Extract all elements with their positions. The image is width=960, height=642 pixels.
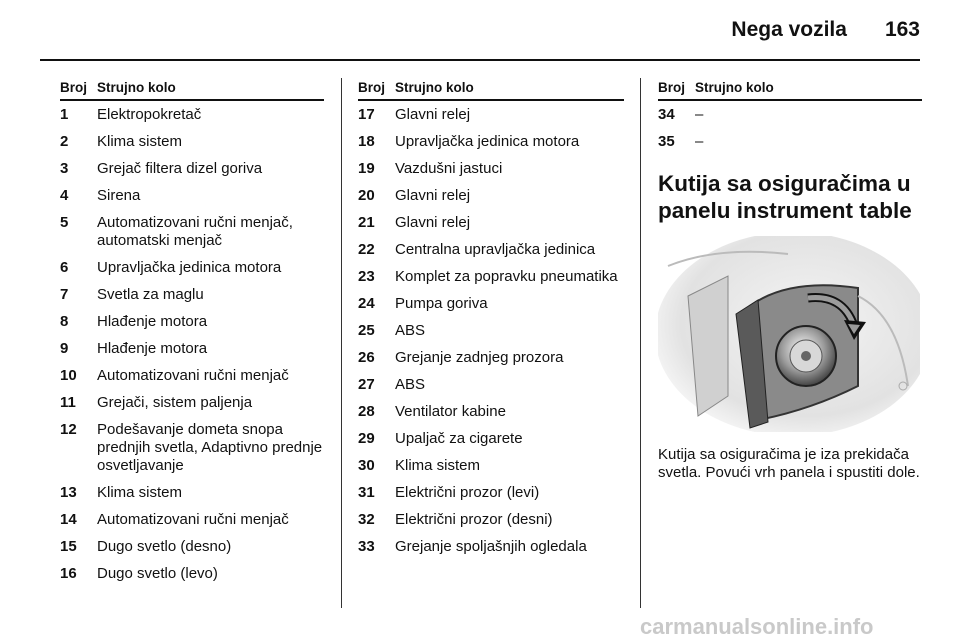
fuse-circuit: Grejači, sistem paljenja (97, 394, 253, 411)
fuse-number: 35 (658, 133, 675, 150)
fuse-number: 23 (358, 268, 375, 285)
table-row (358, 511, 624, 538)
column-divider-1 (341, 78, 342, 608)
fuse-number: 19 (358, 160, 375, 177)
table-row (60, 187, 324, 214)
header-number: Broj (658, 80, 685, 95)
fuse-number: 2 (60, 133, 69, 150)
table-row (60, 511, 324, 538)
table-row (358, 457, 624, 484)
table-row (358, 349, 624, 376)
fuse-table (60, 106, 324, 592)
fuse-number: 8 (60, 313, 69, 330)
fuse-number: 7 (60, 286, 69, 303)
fuse-box-illustration (658, 236, 920, 432)
fuse-column-3 (658, 80, 922, 482)
table-row (658, 106, 922, 133)
fuse-circuit: Grejanje spoljašnjih ogledala (395, 538, 587, 555)
header-number: Broj (358, 80, 385, 95)
fuse-number: 12 (60, 421, 77, 438)
fuse-circuit: Vazdušni jastuci (395, 160, 503, 177)
page-number: 163 (884, 18, 920, 41)
table-row (358, 268, 624, 295)
fuse-number: 15 (60, 538, 77, 555)
fuse-number: 13 (60, 484, 77, 501)
fuse-number: 21 (358, 214, 375, 231)
table-row (60, 286, 324, 313)
table-row (60, 565, 324, 592)
fuse-table (358, 106, 624, 565)
table-row (60, 484, 324, 511)
table-row (358, 484, 624, 511)
fuse-number: 33 (358, 538, 375, 555)
fuse-number: 11 (60, 394, 76, 411)
page-header (731, 18, 920, 42)
table-row (60, 367, 324, 394)
table-row (358, 133, 624, 160)
fuse-number: 18 (358, 133, 375, 150)
header-circuit: Strujno kolo (395, 80, 474, 95)
fuse-number: 10 (60, 367, 77, 384)
fuse-number: 30 (358, 457, 375, 474)
fuse-column-2 (358, 80, 624, 565)
table-row (358, 295, 624, 322)
fuse-box-drawing (658, 236, 920, 432)
fuse-number: 24 (358, 295, 375, 312)
table-row (60, 394, 324, 421)
table-row (358, 403, 624, 430)
table-row (60, 214, 324, 259)
fuse-number: 17 (358, 106, 375, 123)
fuse-circuit: – (695, 106, 704, 123)
section-heading: Kutija sa osiguračima u panelu instrument table (658, 171, 912, 223)
fuse-circuit: Upaljač za cigarete (395, 430, 523, 447)
table-row (658, 133, 922, 160)
fuse-number: 29 (358, 430, 375, 447)
table-row (60, 160, 324, 187)
table-row (358, 322, 624, 349)
table-row (60, 106, 324, 133)
column-divider-2 (640, 78, 641, 608)
table-row (60, 133, 324, 160)
fuse-circuit: – (695, 133, 704, 150)
fuse-number: 14 (60, 511, 77, 528)
fuse-circuit: ABS (395, 376, 426, 393)
fuse-number: 20 (358, 187, 375, 204)
table-header (60, 80, 324, 101)
fuse-number: 26 (358, 349, 375, 366)
fuse-number: 4 (60, 187, 69, 204)
fuse-circuit: Dugo svetlo (levo) (97, 565, 218, 582)
fuse-circuit: Automatizovani ručni menjač (97, 511, 289, 528)
fuse-number: 28 (358, 403, 375, 420)
fuse-number: 16 (60, 565, 77, 582)
fuse-circuit: Klima sistem (97, 484, 183, 501)
fuse-circuit: Podešavanje dometa snopa prednjih svetla, Adaptivno prednje osvetljavanje (97, 421, 323, 474)
section-title-header: Nega vozila (731, 18, 847, 41)
table-row (358, 106, 624, 133)
fuse-number: 6 (60, 259, 69, 276)
fuse-circuit: Pumpa goriva (395, 295, 488, 312)
fuse-circuit: Hlađenje motora (97, 313, 208, 330)
fuse-circuit: Glavni relej (395, 214, 471, 231)
fuse-number: 25 (358, 322, 375, 339)
table-row (358, 430, 624, 457)
fuse-circuit: Ventilator kabine (395, 403, 506, 420)
fuse-number: 31 (358, 484, 375, 501)
fuse-circuit: Glavni relej (395, 106, 471, 123)
fuse-circuit: Automatizovani ručni menjač, automatski menjač (97, 214, 293, 249)
table-row (60, 259, 324, 286)
fuse-circuit: Električni prozor (levi) (395, 484, 540, 501)
table-row (358, 241, 624, 268)
table-row (60, 313, 324, 340)
fuse-circuit: Upravljačka jedinica motora (395, 133, 580, 150)
fuse-circuit: Svetla za maglu (97, 286, 204, 303)
fuse-circuit: Komplet za popravku pneumatika (395, 268, 618, 285)
fuse-number: 27 (358, 376, 375, 393)
fuse-number: 22 (358, 241, 375, 258)
fuse-circuit: Upravljačka jedinica motora (97, 259, 282, 276)
table-row (358, 214, 624, 241)
fuse-number: 1 (60, 106, 69, 123)
fuse-circuit: Dugo svetlo (desno) (97, 538, 232, 555)
table-row (358, 187, 624, 214)
fuse-number: 9 (60, 340, 69, 357)
watermark: carmanualsonline.info (640, 614, 874, 639)
table-header (658, 80, 922, 101)
table-row (60, 421, 324, 484)
header-circuit: Strujno kolo (97, 80, 176, 95)
header-rule (40, 59, 920, 61)
fuse-circuit: ABS (395, 322, 426, 339)
fuse-number: 3 (60, 160, 69, 177)
fuse-circuit: Električni prozor (desni) (395, 511, 553, 528)
fuse-circuit: Glavni relej (395, 187, 471, 204)
table-header (358, 80, 624, 101)
header-number: Broj (60, 80, 87, 95)
fuse-circuit: Sirena (97, 187, 141, 204)
fuse-circuit: Klima sistem (97, 133, 183, 150)
fuse-number: 5 (60, 214, 69, 231)
fuse-column-1 (60, 80, 324, 592)
fuse-circuit: Klima sistem (395, 457, 481, 474)
fuse-number: 32 (358, 511, 375, 528)
fuse-table (658, 106, 922, 160)
table-row (60, 538, 324, 565)
fuse-circuit: Grejanje zadnjeg prozora (395, 349, 564, 366)
fuse-circuit: Centralna upravljačka jedinica (395, 241, 596, 258)
header-circuit: Strujno kolo (695, 80, 774, 95)
table-row (358, 538, 624, 565)
table-row (358, 376, 624, 403)
fuse-circuit: Automatizovani ručni menjač (97, 367, 289, 384)
fuse-circuit: Elektropokretač (97, 106, 202, 123)
figure-caption: Kutija sa osiguračima je iza prekidača svetla. Povući vrh panela i spustiti dole. (658, 446, 920, 481)
table-row (358, 160, 624, 187)
table-row (60, 340, 324, 367)
fuse-number: 34 (658, 106, 675, 123)
fuse-circuit: Grejač filtera dizel goriva (97, 160, 263, 177)
fuse-circuit: Hlađenje motora (97, 340, 208, 357)
